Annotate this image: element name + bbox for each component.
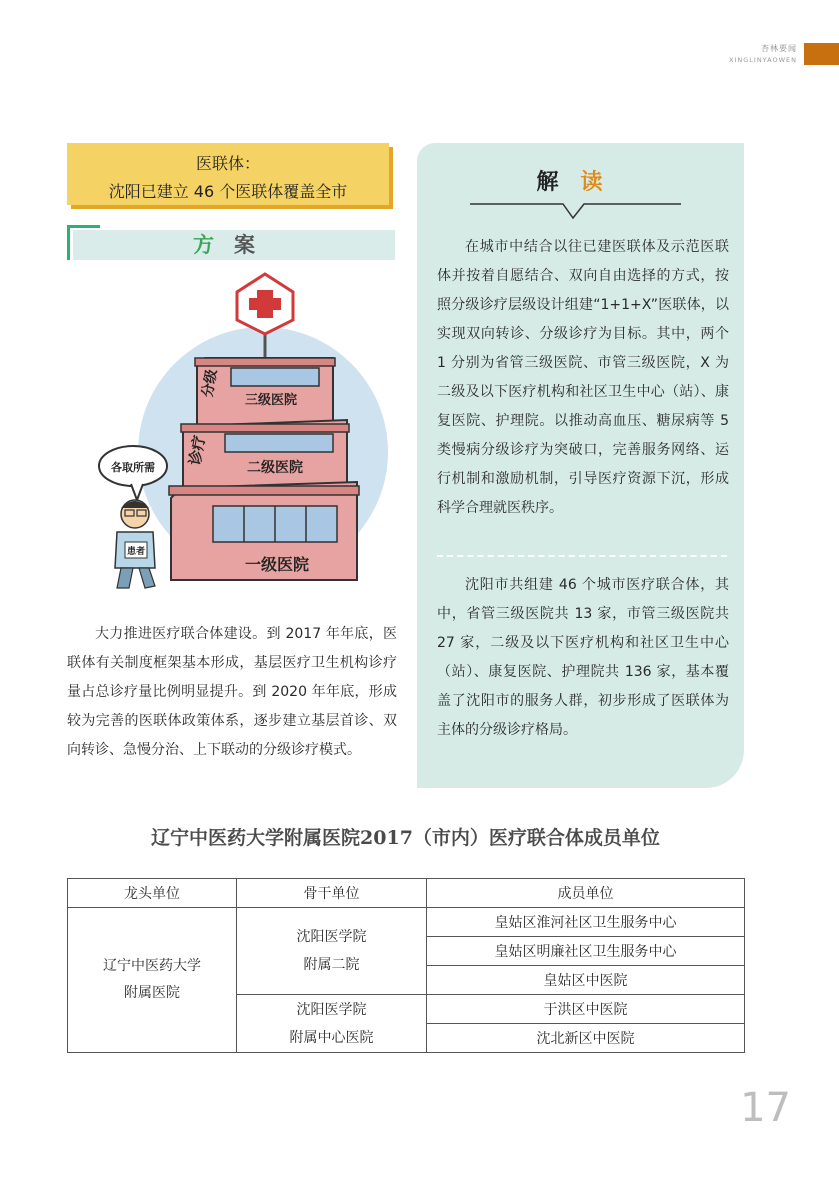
core-unit-2-line1: 沈阳医学院 bbox=[296, 1001, 367, 1018]
tier2-label: 二级医院 bbox=[247, 460, 303, 476]
red-cross-icon bbox=[237, 274, 293, 334]
tier3-label: 三级医院 bbox=[244, 393, 298, 408]
table-header-row bbox=[68, 879, 745, 908]
jiedu-char1: 解 bbox=[536, 170, 581, 195]
article-title-box bbox=[67, 143, 389, 205]
lead-unit-cell bbox=[68, 908, 237, 1053]
lead-unit-line2: 附属医院 bbox=[124, 985, 180, 1001]
interpretation-paragraph-2 bbox=[437, 571, 729, 745]
fangan-char1: 方 bbox=[193, 233, 234, 257]
member-cell: 于洪区中医院 bbox=[427, 995, 745, 1024]
patient-tag: 患者 bbox=[126, 547, 146, 557]
left-paragraph: 大力推进医疗联合体建设。到 2017 年年底，医联体有关制度框架基本形成，基层医疗卫生机构诊疗量占总诊疗量比例明显提升。到 2020 年年底，形成较为完善的医联体政策体系，逐步建立基层首诊、双向转诊、急慢分治、上下联动的分级诊疗模式。 bbox=[67, 626, 397, 758]
fangan-char2: 案 bbox=[234, 233, 275, 257]
member-cell: 沈北新区中医院 bbox=[427, 1024, 745, 1053]
header-accent-bar bbox=[804, 43, 839, 65]
tier1-label: 一级医院 bbox=[244, 555, 310, 574]
core-unit-cell bbox=[237, 908, 427, 995]
jiedu-para2: 沈阳市共组建 46 个城市医疗联合体，其中，省管三级医院共 13 家，市管三级医院共 27 家，二级及以下医疗机构和社区卫生中心（站）、康复医院、护理院共 136 家，基本覆盖了沈阳市的服务人群，初步形成了医联体为主体的分级诊疗格局。 bbox=[437, 577, 729, 738]
page-number: 17 bbox=[740, 1085, 791, 1131]
side-label: 诊疗 bbox=[185, 433, 209, 467]
interpretation-paragraph-1 bbox=[437, 233, 729, 523]
core-unit-2-line2: 附属中心医院 bbox=[289, 1029, 374, 1046]
member-cell: 皇姑区淮河社区卫生服务中心 bbox=[427, 908, 745, 937]
core-unit-cell bbox=[237, 995, 427, 1053]
core-unit-1-line2: 附属二院 bbox=[303, 957, 360, 973]
roof-label: 分级 bbox=[199, 368, 221, 399]
speech-text: 各取所需 bbox=[111, 461, 155, 474]
patient-figure bbox=[115, 500, 155, 588]
left-body-text bbox=[67, 620, 397, 765]
dashed-divider bbox=[437, 555, 727, 557]
table-title: 辽宁中医药大学附属医院2017（市内）医疗联合体成员单位 bbox=[151, 827, 660, 849]
header-core: 骨干单位 bbox=[237, 879, 427, 908]
column-title: 杏林要闻 bbox=[761, 44, 797, 53]
header-lead: 龙头单位 bbox=[68, 879, 237, 908]
jiedu-char2: 读 bbox=[580, 170, 625, 195]
member-cell: 皇姑区中医院 bbox=[427, 966, 745, 995]
table-row bbox=[68, 908, 745, 937]
article-title-line2: 沈阳已建立 46 个医联体覆盖全市 bbox=[108, 182, 348, 201]
jiedu-para1: 在城市中结合以往已建医联体及示范医联体并按着自愿结合、双向自由选择的方式，按照分级诊疗层级设计组建“1+1+X”医联体，以实现双向转诊、分级诊疗为目标。其中，两个 1 分别为省管三级医院、市管三级医院，X 为二级及以下医疗机构和社区卫生中心（站）、康复医院、护理院。以推动高血压、糖尿病等 5 类慢病分级诊疗为突破口，完善服务网络、运行机制和激励机制，引导医疗资源下沉，形成科学合理就医秩序。 bbox=[437, 239, 729, 516]
header-members: 成员单位 bbox=[427, 879, 745, 908]
lead-unit-line1: 辽宁中医药大学 bbox=[103, 958, 201, 974]
interpretation-title bbox=[417, 165, 744, 196]
member-cell: 皇姑区明廉社区卫生服务中心 bbox=[427, 937, 745, 966]
section-header-fangan bbox=[73, 230, 395, 260]
member-units-table bbox=[67, 878, 745, 1053]
article-title-line1: 医联体： bbox=[195, 154, 260, 173]
core-unit-1-line1: 沈阳医学院 bbox=[296, 929, 367, 945]
hospital-tiers-illustration bbox=[95, 262, 395, 592]
column-title-pinyin: XINGLINYAOWEN bbox=[729, 56, 797, 64]
